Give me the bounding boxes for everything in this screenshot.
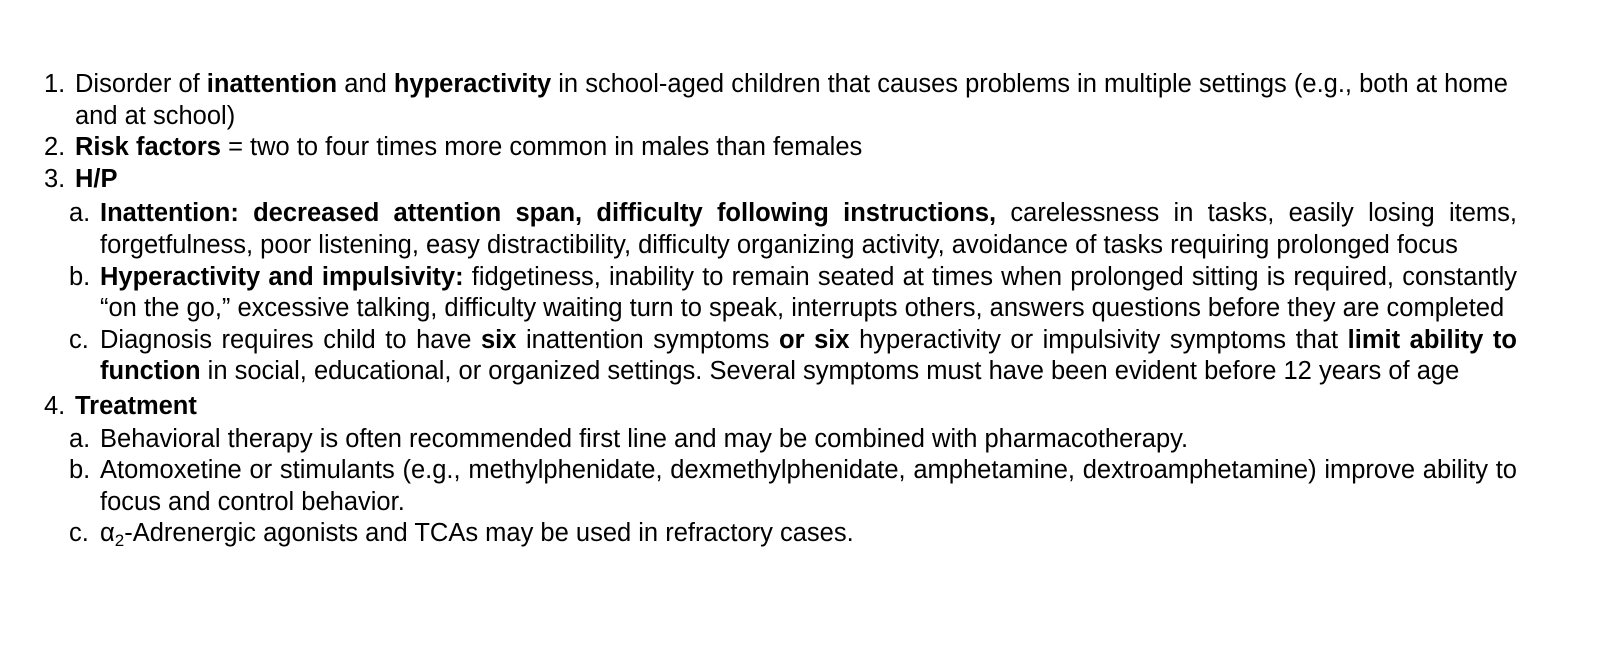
sub-letter: c. (69, 519, 89, 548)
sub-item-text (100, 518, 1517, 550)
sub-item-text (100, 325, 1517, 388)
sub-item-4a (40, 424, 1517, 456)
list-item-1 (40, 69, 1517, 132)
document-body (40, 69, 1517, 550)
list-number: 3. (44, 164, 66, 193)
list-number: 4. (44, 391, 66, 420)
sub-item-text (100, 262, 1517, 325)
bold-term: hyperactivity (393, 70, 552, 98)
sub-item-4b (40, 455, 1517, 518)
bold-term: Inattention: decreased attention span, difficulty following instructions, (100, 199, 997, 228)
text-segment: carelessness in tasks, easily losing items, forgetfulness, poor listening, easy distractibility, difficulty organizing activity, avoidance of tasks requiring prolonged focus (100, 199, 1517, 259)
bold-term: Hyperactivity and impulsivity: (100, 262, 464, 291)
sub-item-4c (40, 518, 1517, 550)
list-item-text (75, 69, 1517, 132)
text-segment: inattention symptoms (516, 325, 779, 354)
bold-term: six (480, 325, 517, 354)
text-segment: in school-aged children that causes problems in multiple settings (e.g., both at home and at school) (75, 70, 1508, 130)
text-segment: Behavioral therapy is often recommended first line and may be combined with pharmacotherapy. (100, 424, 1189, 453)
bold-term: Risk factors (75, 133, 221, 162)
sub-letter: a. (69, 424, 91, 453)
text-segment: hyperactivity or impulsivity symptoms that (849, 325, 1348, 354)
bold-term: inattention (206, 70, 338, 98)
sub-item-3a (40, 198, 1517, 261)
text-segment: α (100, 519, 115, 548)
sub-item-text (100, 455, 1517, 518)
bold-term: H/P (75, 164, 118, 193)
list-number: 1. (44, 70, 66, 98)
text-segment: in social, educational, or organized settings. Several symptoms must have been evident before 12 years of age (200, 357, 1460, 386)
text-segment: Diagnosis requires child to have (100, 325, 481, 354)
sub-item-text (100, 198, 1517, 261)
bold-term: Treatment (75, 391, 197, 420)
sub-item-3b (40, 262, 1517, 325)
section-heading (75, 391, 1517, 423)
list-item-3 (40, 164, 1517, 196)
list-number: 2. (44, 133, 66, 162)
list-item-2 (40, 132, 1517, 164)
text-segment: and (337, 70, 394, 98)
subscript: 2 (114, 531, 125, 551)
sub-item-3c (40, 325, 1517, 388)
sub-letter: b. (69, 456, 91, 485)
sub-item-text (100, 424, 1517, 456)
sub-letter: b. (69, 262, 91, 291)
text-segment: -Adrenergic agonists and TCAs may be used in refractory cases. (124, 519, 854, 548)
text-segment: fidgetiness, inability to remain seated at times when prolonged sitting is required, constantly “on the go,” excessive talking, difficulty waiting turn to speak, interrupts others, answers questions before they are completed (100, 262, 1518, 323)
bold-term: limit ability to function (100, 325, 1517, 386)
text-segment: = two to four times more common in males than females (220, 133, 863, 162)
text-segment: Disorder of (75, 70, 207, 98)
section-heading (75, 164, 1517, 196)
list-item-text (75, 132, 1517, 164)
list-item-4 (40, 391, 1517, 423)
sub-letter: a. (69, 199, 91, 228)
sub-letter: c. (69, 325, 89, 354)
text-segment: Atomoxetine or stimulants (e.g., methylphenidate, dexmethylphenidate, amphetamine, dextroamphetamine) improve ability to focus and control behavior. (100, 456, 1517, 516)
bold-term: or six (779, 325, 850, 354)
